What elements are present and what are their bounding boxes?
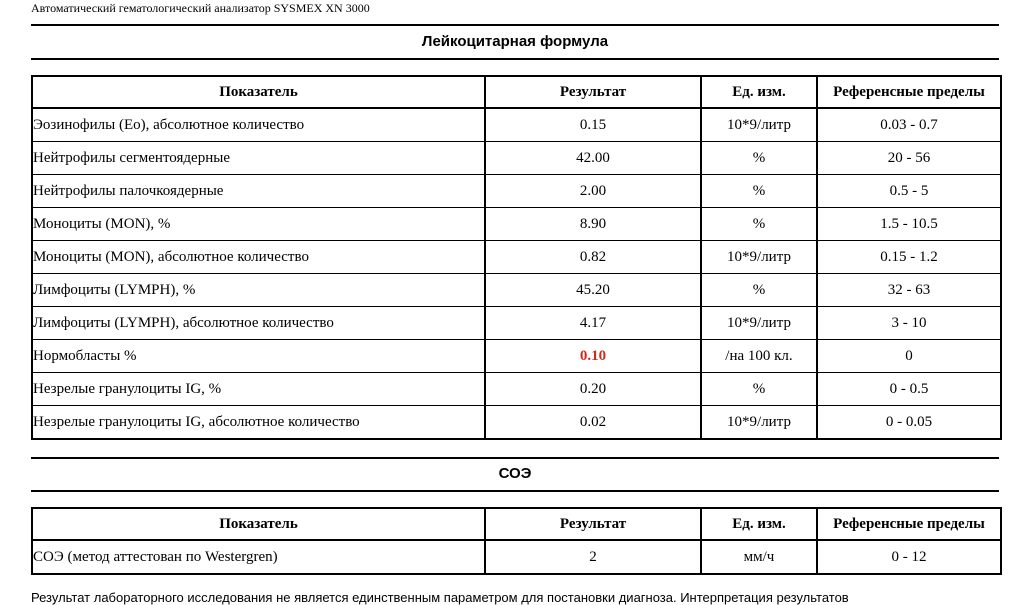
- parameter-name-cell: Незрелые гранулоциты IG, абсолютное количество: [32, 406, 485, 440]
- table-row: [32, 175, 1001, 208]
- table-row: [32, 208, 1001, 241]
- table-row: [32, 340, 1001, 373]
- result-value-cell: 0.20: [485, 373, 701, 406]
- table-row: [32, 373, 1001, 406]
- result-value-cell: 45.20: [485, 274, 701, 307]
- reference-range-cell: 1.5 - 10.5: [817, 208, 1001, 241]
- parameter-name-cell: Нормобласты %: [32, 340, 485, 373]
- reference-range-cell: 0.15 - 1.2: [817, 241, 1001, 274]
- table-row: [32, 406, 1001, 440]
- parameter-name-cell: СОЭ (метод аттестован по Westergren): [33, 548, 278, 565]
- table-row: [32, 142, 1001, 175]
- section1-bottom-rule: [31, 58, 999, 60]
- reference-range-cell: 0 - 12: [817, 540, 1001, 574]
- reference-range-cell: 0.03 - 0.7: [817, 108, 1001, 142]
- column-header-result: Результат: [485, 508, 701, 540]
- unit-cell: %: [701, 142, 817, 175]
- reference-range-cell: 0 - 0.05: [817, 406, 1001, 440]
- table-header-row: [32, 76, 1001, 108]
- section2-title: СОЭ: [498, 465, 532, 482]
- reference-range-cell: 0 - 0.5: [817, 373, 1001, 406]
- result-value-cell: 0.02: [485, 406, 701, 440]
- unit-cell: /на 100 кл.: [701, 340, 817, 373]
- result-value-cell: 0.15: [485, 108, 701, 142]
- parameter-name-cell: Нейтрофилы палочкоядерные: [32, 175, 485, 208]
- column-header-unit: Ед. изм.: [701, 508, 817, 540]
- esr-table: [31, 507, 1002, 575]
- section1-title: Лейкоцитарная формула: [421, 33, 609, 50]
- reference-range-cell: 20 - 56: [817, 142, 1001, 175]
- unit-cell: %: [701, 274, 817, 307]
- reference-range-cell: 32 - 63: [817, 274, 1001, 307]
- disclaimer-note: Результат лабораторного исследования не является единственным параметром для постановки диагноза. Интерпретация результатов: [31, 590, 849, 605]
- parameter-name-cell: Моноциты (MON), абсолютное количество: [32, 241, 485, 274]
- table-row: [32, 241, 1001, 274]
- result-value-cell: 2.00: [485, 175, 701, 208]
- unit-cell: %: [701, 175, 817, 208]
- unit-cell: 10*9/литр: [701, 241, 817, 274]
- section2-bottom-rule: [31, 490, 999, 492]
- unit-cell: %: [701, 373, 817, 406]
- parameter-name-cell: Незрелые гранулоциты IG, %: [32, 373, 485, 406]
- result-value-cell: 2: [485, 540, 701, 574]
- unit-cell: мм/ч: [701, 540, 817, 574]
- column-header-reference: Референсные пределы: [817, 76, 1001, 108]
- unit-cell: 10*9/литр: [701, 108, 817, 142]
- result-value-cell: 4.17: [485, 307, 701, 340]
- reference-range-cell: 0.5 - 5: [817, 175, 1001, 208]
- reference-range-cell: 3 - 10: [817, 307, 1001, 340]
- column-header-reference: Референсные пределы: [817, 508, 1001, 540]
- parameter-name-cell: Лимфоциты (LYMPH), %: [32, 274, 485, 307]
- analyzer-caption: Автоматический гематологический анализатор SYSMEX XN 3000: [31, 1, 370, 15]
- parameter-name-cell: Эозинофилы (Eo), абсолютное количество: [33, 116, 305, 133]
- table-row: [32, 108, 1001, 142]
- result-value-flagged: 0.10: [485, 340, 701, 373]
- table-row: [32, 274, 1001, 307]
- table-row: [32, 307, 1001, 340]
- result-value-cell: 0.82: [485, 241, 701, 274]
- unit-cell: 10*9/литр: [701, 307, 817, 340]
- table-header-row: [32, 508, 1001, 540]
- column-header-unit: Ед. изм.: [701, 76, 817, 108]
- leukocyte-table: [31, 75, 1002, 440]
- section1-top-rule: [31, 24, 999, 26]
- result-value-cell: 8.90: [485, 208, 701, 241]
- table-row: [32, 540, 1001, 574]
- reference-range-cell: 0: [817, 340, 1001, 373]
- result-value-cell: 42.00: [485, 142, 701, 175]
- parameter-name-cell: Лимфоциты (LYMPH), абсолютное количество: [32, 307, 485, 340]
- section2-top-rule: [31, 457, 999, 459]
- parameter-name-cell: Нейтрофилы сегментоядерные: [32, 142, 485, 175]
- unit-cell: 10*9/литр: [701, 406, 817, 440]
- column-header-parameter: Показатель: [219, 515, 298, 532]
- parameter-name-cell: Моноциты (MON), %: [32, 208, 485, 241]
- unit-cell: %: [701, 208, 817, 241]
- column-header-result: Результат: [485, 76, 701, 108]
- column-header-parameter: Показатель: [219, 83, 298, 100]
